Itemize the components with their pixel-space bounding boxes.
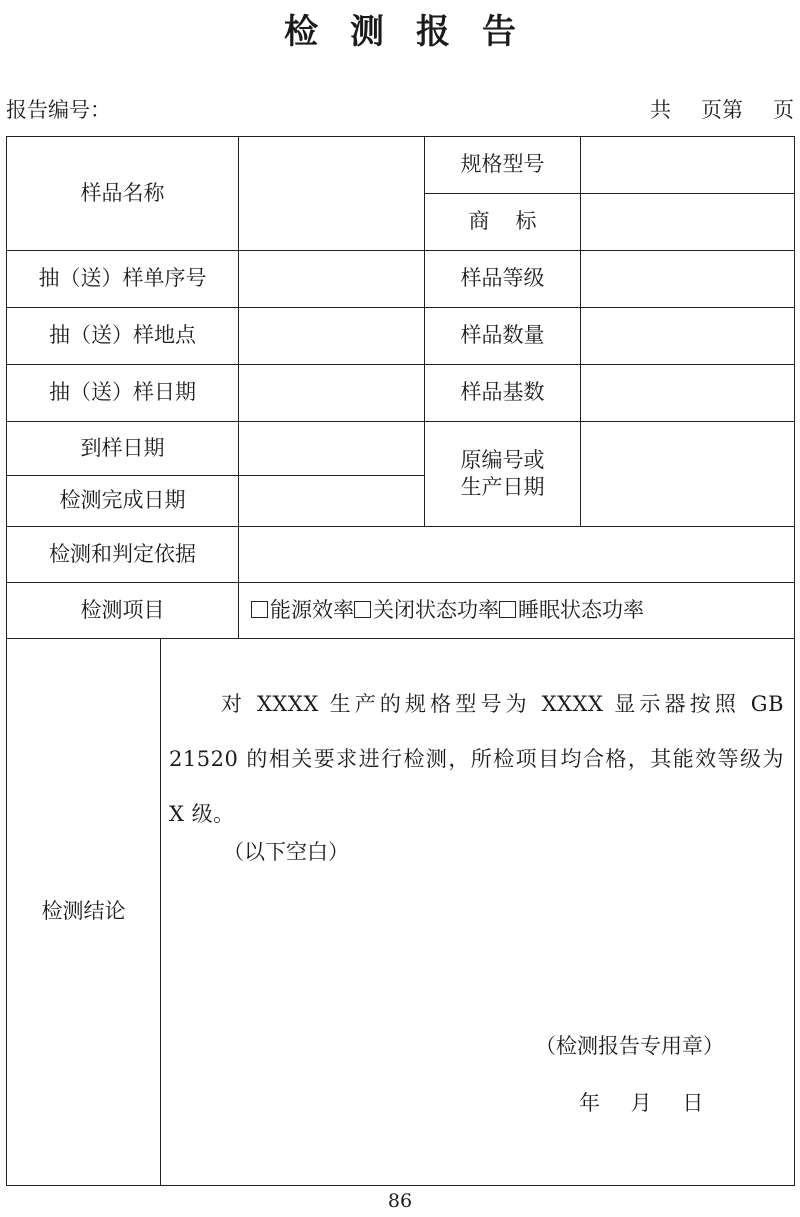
option-energy-efficiency: 能源效率 xyxy=(270,597,354,622)
sampling-order-value[interactable] xyxy=(239,251,425,308)
checkbox-off-mode-power[interactable] xyxy=(354,601,371,618)
page-info-total: 共 xyxy=(650,98,671,122)
blank-note: （以下空白） xyxy=(223,840,349,864)
sample-quantity-value[interactable] xyxy=(581,308,795,365)
page-info-end: 页 xyxy=(773,98,794,122)
sample-name-label: 样品名称 xyxy=(7,137,239,251)
conclusion-label: 检测结论 xyxy=(7,639,161,1186)
sample-grade-value[interactable] xyxy=(581,251,795,308)
option-off-mode-power: 关闭状态功率 xyxy=(373,597,499,622)
arrival-date-value[interactable] xyxy=(239,422,425,476)
sampling-order-label: 抽（送）样单序号 xyxy=(7,251,239,308)
trademark-value[interactable] xyxy=(581,194,795,251)
sample-name-value[interactable] xyxy=(239,137,425,251)
option-sleep-mode-power: 睡眠状态功率 xyxy=(518,597,644,622)
test-items-label: 检测项目 xyxy=(7,583,239,639)
spec-model-value[interactable] xyxy=(581,137,795,194)
sample-base-label: 样品基数 xyxy=(425,365,581,422)
checkbox-energy-efficiency[interactable] xyxy=(251,601,268,618)
checkbox-sleep-mode-power[interactable] xyxy=(499,601,516,618)
report-title: 检测报告 xyxy=(284,12,548,52)
sampling-place-value[interactable] xyxy=(239,308,425,365)
sample-quantity-label: 样品数量 xyxy=(425,308,581,365)
arrival-date-label: 到样日期 xyxy=(7,422,239,476)
completion-date-label: 检测完成日期 xyxy=(7,476,239,527)
sample-base-value[interactable] xyxy=(581,365,795,422)
date-line: 年 月 日 xyxy=(579,1091,704,1115)
sampling-date-value[interactable] xyxy=(239,365,425,422)
basis-value[interactable] xyxy=(239,527,795,583)
seal-label: （检测报告专用章） xyxy=(535,1034,724,1058)
completion-date-value[interactable] xyxy=(239,476,425,527)
page-number: 86 xyxy=(387,1190,413,1212)
spec-model-label: 规格型号 xyxy=(425,137,581,194)
conclusion-body xyxy=(161,639,795,1186)
test-items-options xyxy=(239,583,795,639)
original-no-line1: 原编号或 xyxy=(460,447,545,472)
sampling-date-label: 抽（送）样日期 xyxy=(7,365,239,422)
page-info xyxy=(650,94,794,124)
original-no-value[interactable] xyxy=(581,422,795,527)
original-no-line2: 生产日期 xyxy=(460,475,545,499)
trademark-label: 商标 xyxy=(425,194,581,251)
conclusion-text: 对 XXXX 生产的规格型号为 XXXX 显示器按照 GB 21520 的相关要求进行检测，所检项目均合格，其能效等级为 X 级。 xyxy=(169,692,784,826)
page-info-page: 页第 xyxy=(701,98,743,122)
basis-label: 检测和判定依据 xyxy=(7,527,239,583)
report-number-label: 报告编号： xyxy=(6,98,111,122)
sample-grade-label: 样品等级 xyxy=(425,251,581,308)
report-form xyxy=(6,136,795,1186)
sampling-place-label: 抽（送）样地点 xyxy=(7,308,239,365)
original-no-label xyxy=(425,422,581,527)
